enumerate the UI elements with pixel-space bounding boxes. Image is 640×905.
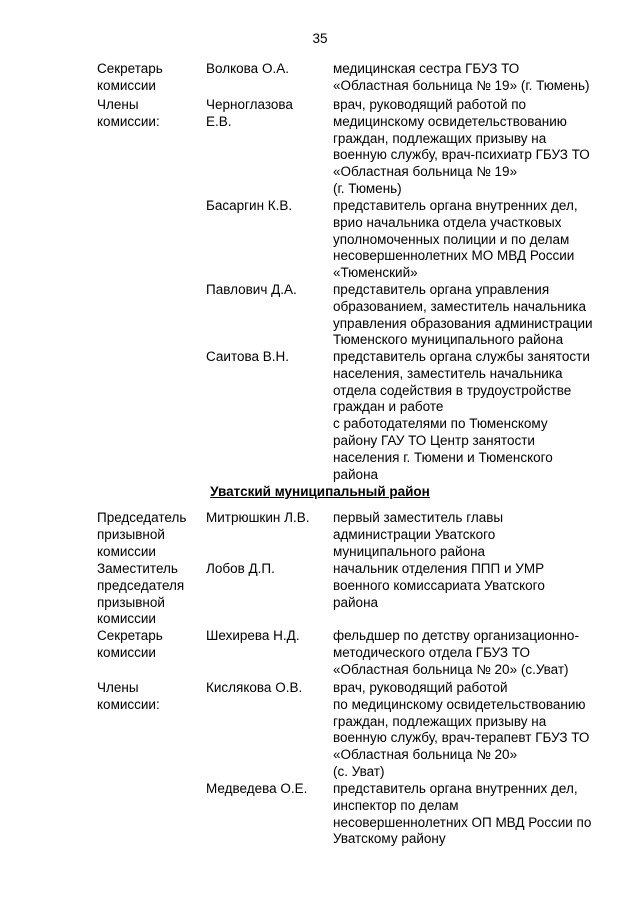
member-name: Шехирева Н.Д. (206, 628, 300, 643)
role-label: Секретарь комиссии (97, 61, 163, 93)
role-label: Члены комиссии: (97, 97, 160, 129)
role-label: Заместитель председателя призывной комиссии (97, 561, 185, 627)
member-description: первый заместитель главы администрации Уватского муниципального района (333, 510, 504, 559)
member-name: Лобов Д.П. (206, 561, 275, 576)
member-description: врач, руководящий работой по медицинскому освидетельствованию граждан, подлежащих призыву на военную службу, врач-психиатр ГБУЗ ТО «Областная больница № 19» (г. Тюмень) (333, 97, 590, 196)
member-description: врач, руководящий работой по медицинскому освидетельствованию граждан, подлежащих призыву на военную службу, врач-терапевт ГБУЗ ТО «Областная больница № 20» (с. Уват) (333, 680, 590, 779)
member-description: представитель органа внутренних дел, врио начальника отдела участковых уполномоченных полиции и по делам несовершеннолетних МО МВД России «Тюменский» (333, 198, 578, 281)
page-number: 35 (312, 31, 328, 46)
member-name: Медведева О.Е. (206, 781, 308, 796)
member-name: Черноглазова Е.В. (206, 97, 293, 129)
member-name: Кислякова О.В. (206, 680, 303, 695)
section-title-text: Уватский муниципальный район (210, 484, 430, 499)
member-description: представитель органа внутренних дел, инспектор по делам несовершеннолетних ОП МВД России по Уватскому району (333, 781, 592, 847)
section-title (0, 484, 640, 501)
member-name: Басаргин К.В. (206, 198, 293, 213)
member-name: Саитова В.Н. (206, 349, 290, 364)
member-description: представитель органа управления образованием, заместитель начальника управления образования администрации Тюменского муниципального района (333, 282, 593, 348)
member-description: фельдшер по детству организационно- методического отдела ГБУЗ ТО «Областная больница № 20» (с.Уват) (333, 628, 579, 677)
member-description: начальник отделения ППП и УМР военного комиссариата Уватского района (333, 561, 545, 610)
member-name: Митрюшкин Л.В. (206, 510, 310, 525)
role-label: Члены комиссии: (97, 680, 160, 712)
member-name: Павлович Д.А. (206, 282, 297, 297)
member-description: медицинская сестра ГБУЗ ТО «Областная больница № 19» (г. Тюмень) (333, 61, 590, 93)
member-name: Волкова О.А. (206, 61, 289, 76)
role-label: Секретарь комиссии (97, 628, 163, 660)
member-description: представитель органа службы занятости населения, заместитель начальника отдела содействия в трудоустройстве граждан и работе с работодателями по Тюменскому району ГАУ ТО Центр занятости населения г. Тюмени и Тюменского района (333, 349, 590, 482)
role-label: Председатель призывной комиссии (97, 510, 187, 559)
